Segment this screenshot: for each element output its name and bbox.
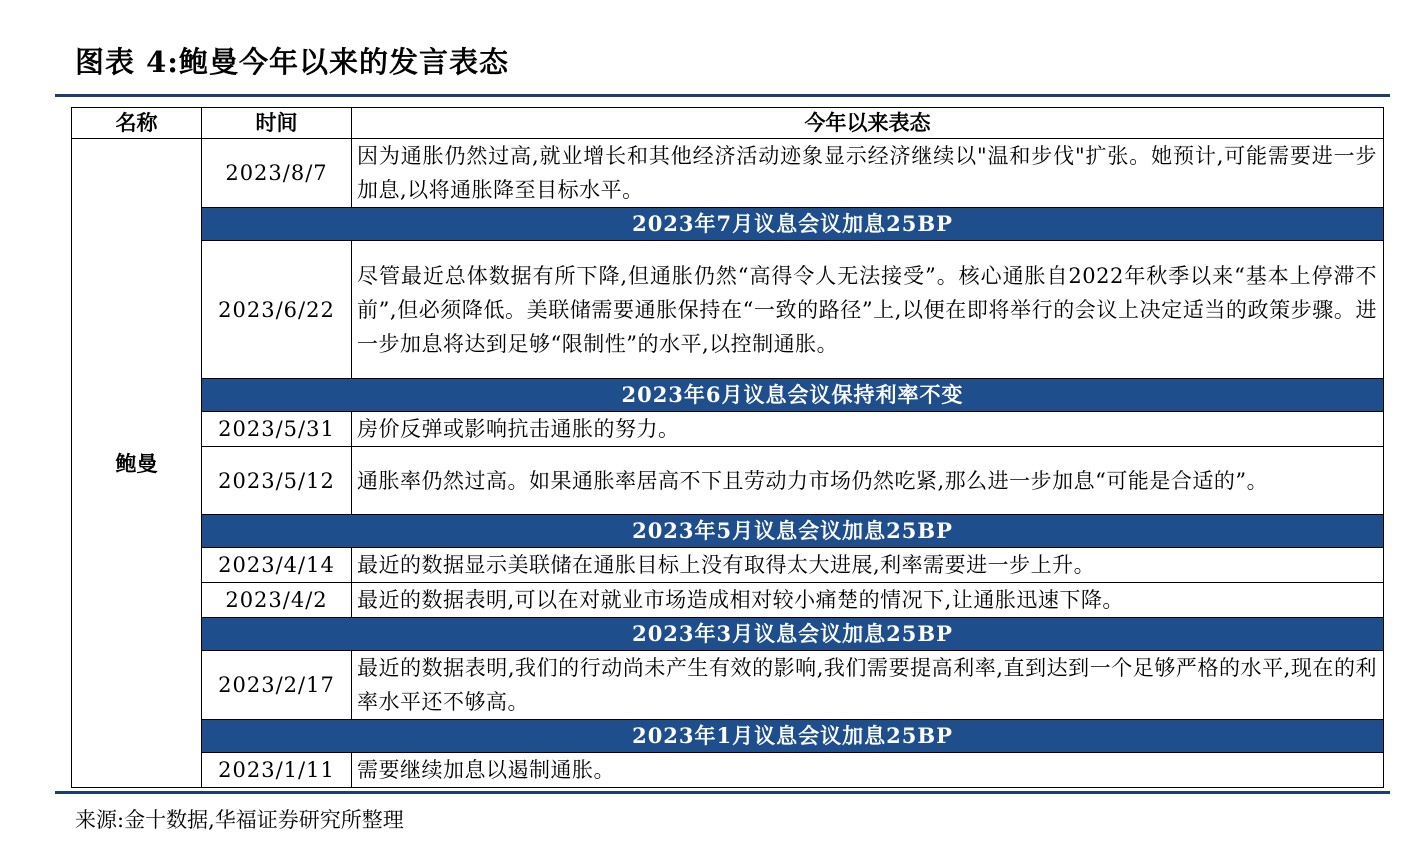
top-rule <box>55 94 1390 97</box>
row-date: 2023/1/11 <box>202 753 352 788</box>
table-row <box>72 651 1384 720</box>
row-text: 因为通胀仍然过高,就业增长和其他经济活动迹象显示经济继续以"温和步伐"扩张。她预计,可能需要进一步加息,以将通胀降至目标水平。 <box>352 139 1384 208</box>
table-header-row <box>72 108 1384 139</box>
source-note: 来源:金十数据,华福证券研究所整理 <box>75 808 404 832</box>
table-row <box>72 241 1384 379</box>
table-row <box>72 583 1384 618</box>
row-date: 2023/2/17 <box>202 651 352 720</box>
row-text: 尽管最近总体数据有所下降,但通胀仍然“高得令人无法接受”。核心通胀自2022年秋季以来“基本上停滞不前”,但必须降低。美联储需要通胀保持在“一致的路径”上,以便在即将举行的会议上决定适当的政策步骤。进一步加息将达到足够“限制性”的水平,以控制通胀。 <box>352 241 1384 379</box>
header-name: 名称 <box>72 108 202 139</box>
meeting-row <box>72 515 1384 548</box>
figure-title: 图表 4:鲍曼今年以来的发言表态 <box>75 45 509 79</box>
table-row <box>72 139 1384 208</box>
row-date: 2023/5/12 <box>202 447 352 515</box>
table-row <box>72 447 1384 515</box>
meeting-row <box>72 379 1384 412</box>
table-row <box>72 548 1384 583</box>
row-text: 最近的数据表明,可以在对就业市场造成相对较小痛楚的情况下,让通胀迅速下降。 <box>352 583 1384 618</box>
row-text: 最近的数据表明,我们的行动尚未产生有效的影响,我们需要提高利率,直到达到一个足够严格的水平,现在的利率水平还不够高。 <box>352 651 1384 720</box>
row-date: 2023/8/7 <box>202 139 352 208</box>
row-date: 2023/6/22 <box>202 241 352 379</box>
table-row <box>72 412 1384 447</box>
person-name: 鲍曼 <box>72 139 202 788</box>
table-row <box>72 753 1384 788</box>
row-date: 2023/5/31 <box>202 412 352 447</box>
meeting-row <box>72 720 1384 753</box>
row-text: 通胀率仍然过高。如果通胀率居高不下且劳动力市场仍然吃紧,那么进一步加息“可能是合适的”。 <box>352 447 1384 515</box>
meeting-label: 2023年5月议息会议加息25BP <box>202 515 1384 548</box>
meeting-row <box>72 618 1384 651</box>
row-text: 房价反弹或影响抗击通胀的努力。 <box>352 412 1384 447</box>
meeting-label: 2023年3月议息会议加息25BP <box>202 618 1384 651</box>
row-text: 需要继续加息以遏制通胀。 <box>352 753 1384 788</box>
meeting-label: 2023年6月议息会议保持利率不变 <box>202 379 1384 412</box>
row-date: 2023/4/2 <box>202 583 352 618</box>
statements-table <box>71 107 1384 788</box>
header-stance: 今年以来表态 <box>352 108 1384 139</box>
meeting-row <box>72 208 1384 241</box>
meeting-label: 2023年7月议息会议加息25BP <box>202 208 1384 241</box>
meeting-label: 2023年1月议息会议加息25BP <box>202 720 1384 753</box>
header-time: 时间 <box>202 108 352 139</box>
row-date: 2023/4/14 <box>202 548 352 583</box>
bottom-rule <box>55 791 1390 794</box>
row-text: 最近的数据显示美联储在通胀目标上没有取得太大进展,利率需要进一步上升。 <box>352 548 1384 583</box>
